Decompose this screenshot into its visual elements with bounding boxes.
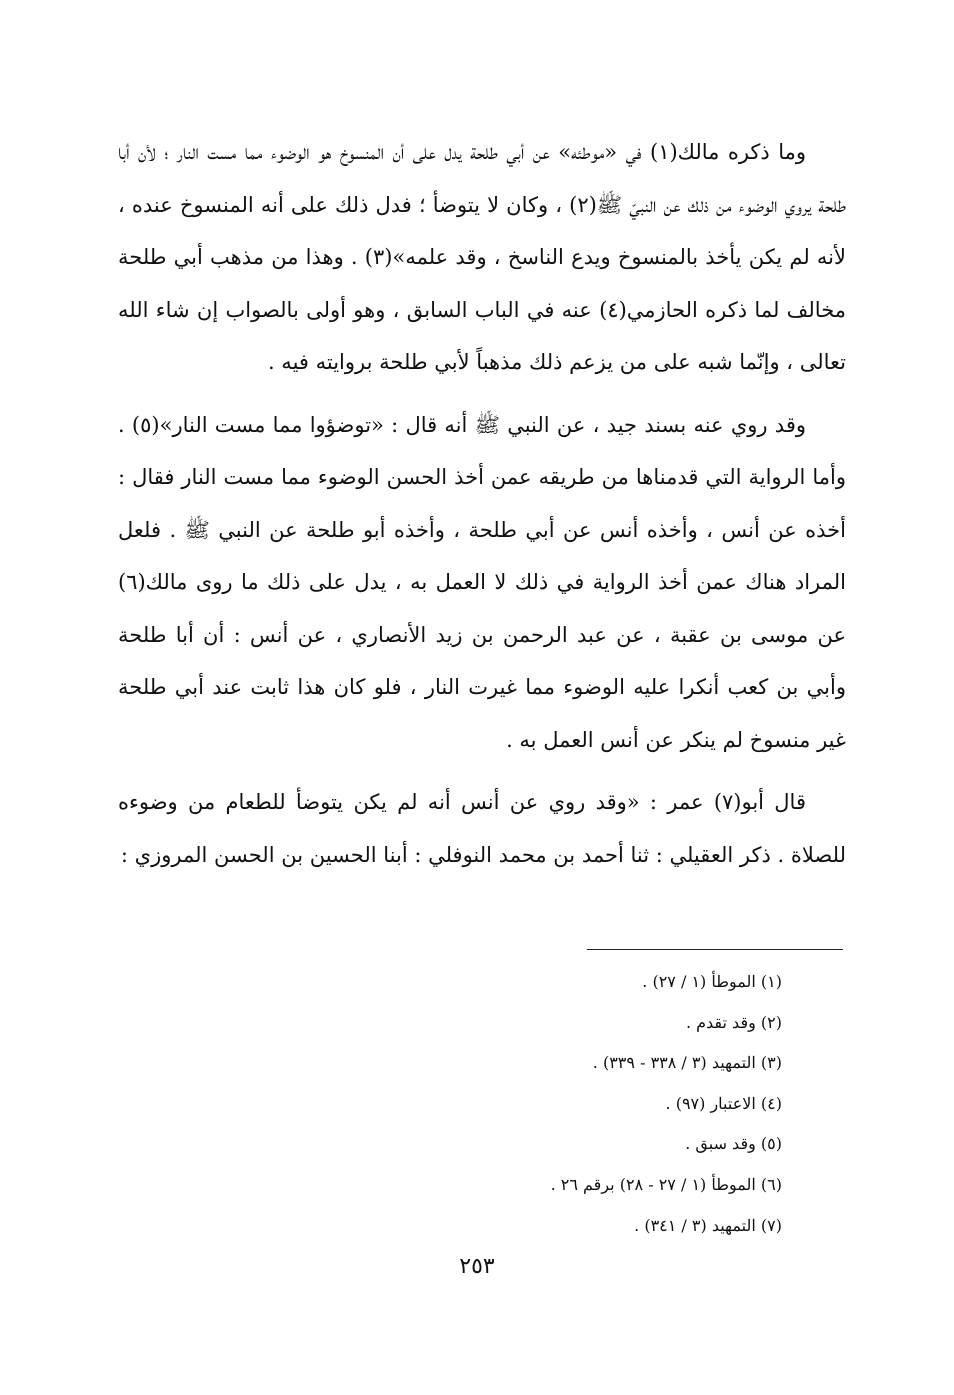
footnote-5: (٥) وقد سبق . xyxy=(685,1134,782,1154)
page-number: ٢٥٣ xyxy=(459,1254,495,1279)
footnote-7: (٧) التمهيد (٣ / ٣٤١) . xyxy=(634,1215,782,1235)
footnote-2: (٢) وقد تقدم . xyxy=(685,1012,782,1032)
footnote-3: (٣) التمهيد (٣ / ٣٣٨ - ٣٣٩) . xyxy=(592,1053,782,1073)
paragraph-1: وما ذكره مالك(١) في «موطئه» عن أبي طلحة يدل على أن المنسوخ هو الوضوء مما مست النار ؛ لأن أبا طلحة يروي الوضوء من ذلك عن النبيّ ﷺ(٢) ، وكان لا يتوضأ ؛ فدل ذلك على أنه المنسوخ عنده ، لأنه لم يكن يأخذ بالمنسوخ ويدع الناسخ ، وقد علمه»(٣) . وهذا من مذهب أبي طلحة مخالف لما ذكره الحازمي(٤) عنه في الباب السابق ، وهو أولى بالصواب إن شاء الله تعالى ، وإنّما شبه على من يزعم ذلك مذهباً لأبي طلحة بروايته فيه . xyxy=(118,140,847,374)
main-text xyxy=(118,126,846,891)
paragraph-2: وقد روي عنه بسند جيد ، عن النبي ﷺ أنه قال : «توضؤوا مما مست النار»(٥) . وأما الرواية التي قدمناها من طريقه عمن أخذ الحسن الوضوء مما مست النار فقال : أخذه عن أنس ، وأخذه أنس عن أبي طلحة ، وأخذه أبو طلحة عن النبي ﷺ . فلعل المراد هناك عمن أخذ الرواية في ذلك لا العمل به ، يدل على ذلك ما روى مالك(٦) عن موسى بن عقبة ، عن عبد الرحمن بن زيد الأنصاري ، عن أنس : أن أبا طلحة وأبي بن كعب أنكرا عليه الوضوء مما غيرت النار ، فلو كان هذا ثابت عند أبي طلحة غير منسوخ لم ينكر عن أنس العمل به . xyxy=(118,412,846,752)
footnotes xyxy=(420,962,782,1246)
footnote-6: (٦) الموطأ (١ / ٢٧ - ٢٨) برقم ٢٦ . xyxy=(550,1174,782,1194)
footnote-4: (٤) الاعتبار (٩٧) . xyxy=(665,1093,782,1113)
footnote-1: (١) الموطأ (١ / ٢٧) . xyxy=(642,972,782,991)
paragraph-3: قال أبو(٧) عمر : «وقد روي عن أنس أنه لم يكن يتوضأ للطعام من وضوءه للصلاة . ذكر العقيلي : ثنا أحمد بن محمد النوفلي : أبنا الحسين بن الحسن المروزي : xyxy=(118,790,846,867)
footnote-divider xyxy=(587,949,843,950)
